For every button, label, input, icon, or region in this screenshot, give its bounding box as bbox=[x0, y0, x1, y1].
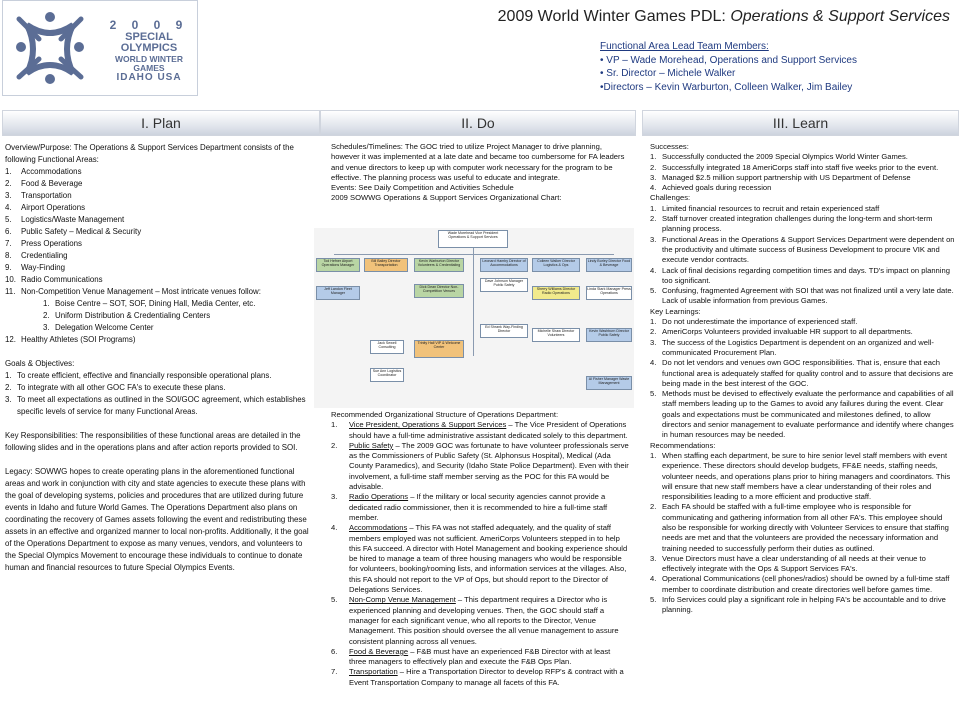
recommendation-body: – F&B must have an experienced F&B Director with at least three managers to effectively plan and execute the F&B Ops Plan. bbox=[349, 646, 611, 667]
recommendation-body: – The Vice President of Operations should have a full-time administrative assistant dedicated solely to this department. bbox=[349, 420, 628, 440]
list-number: 6. bbox=[331, 646, 338, 656]
org-box: Michelle Shaw Director Volunteers bbox=[532, 328, 580, 342]
org-box: Dick Dean Director Non-Competition Venues bbox=[414, 284, 464, 298]
section-header-learn: III. Learn bbox=[642, 110, 959, 136]
list-item bbox=[650, 173, 956, 183]
list-item bbox=[331, 595, 629, 646]
list-number: 2. bbox=[331, 440, 338, 450]
list-number: 5. bbox=[650, 286, 657, 296]
list-item bbox=[5, 286, 315, 298]
goals-list bbox=[5, 370, 315, 418]
list-item bbox=[5, 226, 315, 238]
list-text: The success of the Logistics Department is dependent on an organized and well-communicated Procurement Plan. bbox=[662, 337, 934, 357]
list-item bbox=[331, 441, 629, 492]
list-number: 11. bbox=[5, 287, 16, 296]
list-number: 7. bbox=[5, 239, 12, 248]
list-number: 4. bbox=[650, 265, 657, 275]
list-number: 1. bbox=[650, 203, 657, 213]
list-number: 1. bbox=[650, 152, 657, 162]
list-item bbox=[5, 238, 315, 250]
list-item bbox=[650, 152, 956, 162]
functional-area-list bbox=[5, 166, 315, 298]
list-text: Achieved goals during recession bbox=[662, 183, 772, 193]
org-box: Linda Stark Manager Press Operations bbox=[586, 286, 632, 300]
list-text bbox=[349, 420, 629, 441]
list-item bbox=[650, 327, 956, 337]
list-item bbox=[5, 214, 315, 226]
logo-line-world-winter-games: WORLD WINTER GAMES bbox=[115, 53, 183, 73]
list-text: To meet all expectations as outlined in the SOI/GOC agreement, which establishes specific levels of service for many Functional Areas. bbox=[17, 395, 306, 416]
venue-sublist bbox=[5, 298, 315, 334]
logo-year: 2 0 0 9 bbox=[109, 18, 189, 32]
list-number: 1. bbox=[5, 167, 12, 176]
list-number: 2. bbox=[650, 327, 657, 337]
list-text: Venue Directors must have a clear understanding of all needs at their venue to effectively integrate with the Ops & Support Services FA's. bbox=[662, 553, 926, 574]
list-text bbox=[349, 523, 629, 595]
org-box: Kevin Warburton Director Volunteers & Credentialing bbox=[414, 258, 464, 272]
do-column bbox=[331, 142, 629, 204]
overview-text: Overview/Purpose: The Operations & Support Services Department consists of the following Functional Areas: bbox=[5, 143, 294, 164]
list-item bbox=[650, 338, 956, 359]
list-number: 3. bbox=[650, 553, 657, 563]
list-text: Transportation bbox=[21, 191, 72, 200]
list-item bbox=[650, 317, 956, 327]
lead-member: •Directors – Kevin Warburton, Colleen Walker, Jim Bailey bbox=[600, 81, 853, 93]
events-text: Events: See Daily Competition and Activities Schedule bbox=[331, 183, 514, 193]
list-number: 3. bbox=[650, 234, 657, 244]
org-box: Tod Hefner Airport Operations Manager bbox=[316, 258, 360, 272]
successes-heading: Successes: bbox=[650, 142, 689, 151]
lead-member: • Sr. Director – Michele Walker bbox=[600, 68, 736, 79]
list-text: Public Safety – Medical & Security bbox=[21, 227, 142, 236]
list-number: 2. bbox=[5, 383, 12, 392]
org-box: Sherry Williams Director Radio Operations bbox=[532, 286, 580, 300]
section-header-plan: I. Plan bbox=[2, 110, 320, 136]
list-number: 3. bbox=[650, 172, 657, 182]
list-text: Do not underestimate the importance of experienced staff. bbox=[662, 317, 858, 327]
org-chart bbox=[314, 228, 634, 408]
plan-column bbox=[5, 142, 315, 574]
org-box: Al Fisher Manager Waste Management bbox=[586, 376, 632, 390]
list-item bbox=[331, 667, 629, 688]
key-responsibilities-text: Key Responsibilities: The responsibilities of these functional areas are detailed in the following slides and in the operations plans and after action reports provided to SOI. bbox=[5, 431, 301, 452]
page-title bbox=[300, 8, 950, 26]
recommendations-heading: Recommendations: bbox=[650, 440, 716, 450]
org-box: Jack Sewell Consulting bbox=[370, 340, 404, 354]
key-learnings-list bbox=[650, 317, 956, 441]
list-item bbox=[650, 574, 956, 595]
list-text: Food & Beverage bbox=[21, 179, 83, 188]
list-item bbox=[650, 502, 956, 553]
successes-list bbox=[650, 152, 956, 193]
legacy-text: Legacy: SOWWG hopes to create operating plans in the aforementioned functional areas and work in conjunction with city and state agencies to execute these plans with the goal of developing systems, policies and procedures that are utilized during future events in Idaho and future World Games. The Operations Department also plans on coordinating the recovery of Games assets following the event and redistributing these assets in an effective and organized manner to local non-profits. Additionally, it the goal of the Operations Department to expose as many venues, vendors, and volunteers to the Special Olympics Movement to encourage these individuals to continue to donate human and financial resources to future Special Olympics Events. bbox=[5, 467, 309, 572]
list-text: Info Services could play a significant role in helping FA's be accountable and to drive planning. bbox=[662, 595, 946, 615]
list-text: Limited financial resources to recruit and retain experienced staff bbox=[662, 203, 880, 213]
org-box: Lindy Burley Director Food & Beverage bbox=[586, 258, 632, 272]
page-title-italic: Operations & Support Services bbox=[730, 8, 950, 25]
list-number: 2. bbox=[650, 502, 657, 512]
list-number: 12. bbox=[5, 335, 16, 344]
list-item bbox=[43, 322, 315, 334]
list-number: 3. bbox=[650, 337, 657, 347]
org-box: Dave Johnson Manager Public Safety bbox=[480, 278, 528, 292]
challenges-list bbox=[650, 204, 956, 307]
list-number: 8. bbox=[5, 251, 12, 260]
list-item bbox=[5, 178, 315, 190]
list-text: AmeriCorps Volunteers provided invaluable HR support to all departments. bbox=[662, 327, 913, 337]
org-box: Trinity Hall VIP & Welcome Center bbox=[414, 340, 464, 358]
list-item bbox=[650, 204, 956, 214]
list-item bbox=[5, 274, 315, 286]
list-text: Operational Communications (cell phones/radios) should be owned by a full-time staff member to coordinate distribution and create directories well before games time. bbox=[662, 574, 950, 594]
logo-line-idaho: IDAHO USA bbox=[116, 71, 182, 83]
list-number: 3. bbox=[5, 395, 12, 404]
list-number: 5. bbox=[650, 389, 657, 399]
list-item bbox=[43, 298, 315, 310]
list-number: 2. bbox=[650, 162, 657, 172]
recommendation-title: Public Safety bbox=[349, 440, 394, 450]
list-text: When staffing each department, be sure to hire senior level staff members with event experience. These directors should develop budgets, FF&E needs, staffing needs, volunteer needs, and operations plans prior to hiring managers and coordinators. This will ensure that new staff members have a clear understanding of their roles and responsibilities leading to a more efficient and productive staff. bbox=[662, 450, 951, 502]
logo-wordmark bbox=[99, 19, 199, 83]
goals-heading: Goals & Objectives: bbox=[5, 359, 75, 368]
list-item bbox=[5, 394, 315, 418]
lead-member: • VP – Wade Morehead, Operations and Support Services bbox=[600, 54, 857, 66]
list-number: 1. bbox=[43, 299, 50, 308]
list-number: 5. bbox=[331, 595, 338, 605]
list-item bbox=[5, 262, 315, 274]
list-number: 4. bbox=[650, 183, 657, 193]
list-number: 4. bbox=[650, 358, 657, 368]
org-box: Bill Bailey Director Transportation bbox=[364, 258, 408, 272]
list-number: 9. bbox=[5, 263, 12, 272]
recommendation-body: – The 2009 GOC was fortunate to have volunteer professionals serve as the Commissioners of Public Safety (St. Alphonsus Hospital), Medical (Ada County Paramedics), and Security (Idaho State Police Department). Even with their involvement, a full-time staff member serving as the POC for this FA would be advisable. bbox=[349, 440, 629, 492]
list-number: 3. bbox=[331, 492, 338, 502]
do-recommendations bbox=[331, 410, 629, 688]
recommendations-list bbox=[331, 420, 629, 688]
lead-team-members bbox=[600, 40, 950, 94]
learn-recommendations-list bbox=[650, 451, 956, 616]
list-number: 1. bbox=[5, 371, 12, 380]
list-number: 2. bbox=[650, 214, 657, 224]
list-text: Logistics/Waste Management bbox=[21, 215, 125, 224]
list-text bbox=[349, 647, 629, 668]
list-item bbox=[650, 266, 956, 287]
org-box-top: Wade Morehead Vice President Operations & Support Services bbox=[438, 230, 508, 248]
list-text: Non-Competition Venue Management – Most intricate venues follow: bbox=[21, 287, 261, 296]
list-item bbox=[331, 420, 629, 441]
list-text: Confusing, fragmented Agreement with SOI that was not finalized until a very late date. Lack of usable information from previous Games. bbox=[662, 286, 954, 306]
list-number: 10. bbox=[5, 275, 16, 284]
list-number: 5. bbox=[650, 595, 657, 605]
list-text: Airport Operations bbox=[21, 203, 86, 212]
recommendation-title: Non-Comp Venue Management bbox=[349, 595, 456, 605]
logo-line-special-olympics: SPECIAL OLYMPICS bbox=[120, 30, 178, 55]
special-olympics-logo-icon bbox=[9, 7, 91, 91]
list-item bbox=[650, 163, 956, 173]
recommendation-title: Radio Operations bbox=[349, 492, 409, 502]
list-number: 1. bbox=[650, 450, 657, 460]
list-text: Do not let vendors and venues own GOC responsibilities. That is, ensure that each functional area is adequately staffed for quality control and to assure that decisions are being made in the best interest of the GOC. bbox=[662, 358, 954, 388]
list-item bbox=[5, 370, 315, 382]
list-number: 4. bbox=[331, 523, 338, 533]
list-number: 3. bbox=[5, 191, 12, 200]
list-number: 7. bbox=[331, 667, 338, 677]
org-box: Kevin Washburn Director Public Safety bbox=[586, 328, 632, 342]
list-text: Credentialing bbox=[21, 251, 68, 260]
list-text: Delegation Welcome Center bbox=[55, 323, 154, 332]
list-text: Healthy Athletes (SOI Programs) bbox=[21, 335, 136, 344]
list-number: 4. bbox=[5, 203, 12, 212]
org-box: Leonard Hamby Director of Accommodations bbox=[480, 258, 528, 272]
list-number: 4. bbox=[650, 574, 657, 584]
list-text: Each FA should be staffed with a full-time employee who is responsible for communicating and gathering information from all other FA's. This employee should also be responsible for working directly with Volunteer Services to ensure that staffing needs are met and that the volunteers are provided the necessary information and training needed to successfully perform their duties as outlined. bbox=[662, 502, 949, 553]
list-text: To integrate with all other GOC FA's to execute these plans. bbox=[17, 383, 226, 392]
list-number: 6. bbox=[5, 227, 12, 236]
page-title-plain: 2009 World Winter Games PDL: bbox=[497, 8, 731, 25]
list-item bbox=[331, 647, 629, 668]
recommendation-body: – If the military or local security agencies cannot provide a dedicated radio commissioner, then it is recommended to hire a full-time staff member. bbox=[349, 492, 608, 522]
recommendation-body: – This FA was not staffed adequately, and the quality of staff members employed was not sufficient. AmeriCorps Volunteers stepped in to help this FA succeed. A director with Hotel Management and booking experience should be hired to manage a team of three housing managers who would be responsible for volunteers, booking/rooming lists, and information services at the villages. Also, this FA should not report to the VP of Ops, but should report to the Director of Delegations Services. bbox=[349, 523, 628, 595]
list-text: Accommodations bbox=[21, 167, 82, 176]
recommendations-heading: Recommended Organizational Structure of Operations Department: bbox=[331, 410, 559, 419]
challenges-heading: Challenges: bbox=[650, 193, 691, 203]
list-item bbox=[43, 310, 315, 322]
list-text: Successfully integrated 18 AmeriCorps staff into staff five weeks prior to the event. bbox=[662, 162, 939, 172]
list-text: Functional Areas in the Operations & Support Services Department were dependent on the productivity and ultimate success of Business Development to procure VIK and execute vendor contracts. bbox=[662, 234, 955, 265]
lead-team-heading: Functional Area Lead Team Members: bbox=[600, 41, 769, 52]
key-learnings-heading: Key Learnings: bbox=[650, 306, 701, 316]
list-number: 3. bbox=[43, 323, 50, 332]
list-text: To create efficient, effective and financially responsible operational plans. bbox=[17, 371, 272, 380]
recommendation-title: Food & Beverage bbox=[349, 646, 409, 656]
list-text: Staff turnover created integration challenges during the long-term and short-term planning process. bbox=[662, 214, 933, 234]
list-item bbox=[5, 190, 315, 202]
list-text: Successfully conducted the 2009 Special Olympics World Winter Games. bbox=[662, 152, 908, 162]
list-item bbox=[650, 554, 956, 575]
list-text bbox=[349, 595, 629, 646]
list-text: Press Operations bbox=[21, 239, 82, 248]
logo-panel bbox=[2, 0, 198, 96]
list-text bbox=[349, 492, 629, 523]
list-number: 1. bbox=[650, 317, 657, 327]
list-number: 2. bbox=[43, 311, 50, 320]
list-item bbox=[650, 235, 956, 266]
list-item bbox=[5, 202, 315, 214]
list-item bbox=[650, 183, 956, 193]
list-text: Way-Finding bbox=[21, 263, 65, 272]
learn-column bbox=[650, 142, 956, 616]
list-item bbox=[331, 523, 629, 595]
org-chart-caption: 2009 SOWWG Operations & Support Services Organizational Chart: bbox=[331, 193, 562, 203]
list-item bbox=[5, 382, 315, 394]
list-text: Radio Communications bbox=[21, 275, 103, 284]
recommendation-title: Accommodations bbox=[349, 523, 408, 533]
list-item bbox=[650, 214, 956, 235]
org-box: Ed Shrank Way-Finding Director bbox=[480, 324, 528, 338]
list-number: 5. bbox=[5, 215, 12, 224]
list-text: Boise Centre – SOT, SOF, Dining Hall, Media Center, etc. bbox=[55, 299, 256, 308]
list-text: Uniform Distribution & Credentialing Centers bbox=[55, 311, 211, 320]
recommendation-body: – This department requires a Director who is experienced planning and developing venues. Then, the GOC should staff a manager for each significant venue, who all reports to the Director, Venue Management. This position should oversee the all venue management to assure consistent planning across all venues. bbox=[349, 595, 619, 646]
list-number: 1. bbox=[331, 420, 338, 430]
list-item bbox=[5, 250, 315, 262]
org-box: Colleen Walker Director Logistics & Ops bbox=[532, 258, 580, 272]
list-item bbox=[650, 286, 956, 307]
list-item bbox=[650, 451, 956, 502]
org-box: Sue Ann Logistics Coordinator bbox=[370, 368, 404, 382]
org-box: Jeff Landon Fleet Manager bbox=[316, 286, 360, 300]
section-header-do: II. Do bbox=[320, 110, 636, 136]
list-text bbox=[349, 667, 629, 688]
list-number: 2. bbox=[5, 179, 12, 188]
list-item bbox=[331, 492, 629, 523]
list-item bbox=[650, 358, 956, 389]
list-text bbox=[349, 441, 629, 492]
list-text: Lack of final decisions regarding competition times and days. TD's impact on planning too significant. bbox=[662, 265, 950, 285]
recommendation-body: – Hire a Transportation Director to develop RFP's & contract with a Event Transportation Company to manage all facets of this FA. bbox=[349, 667, 624, 687]
schedules-text: Schedules/Timelines: The GOC tried to utilize Project Manager to drive planning, however it was implemented at a late date and became too cumbersome for FA leaders and venue directors to keep up with computer work necessary for the program to be effective. The planning process was useful to educate and integrate. bbox=[331, 142, 625, 182]
list-item bbox=[650, 595, 956, 616]
list-item bbox=[5, 334, 315, 346]
list-text: Managed $2.5 million support partnership with US Department of Defense bbox=[662, 172, 911, 182]
list-item bbox=[650, 389, 956, 440]
list-item bbox=[5, 166, 315, 178]
list-text: Methods must be devised to effectively evaluate the performance and capabilities of all staff members leading up to the Games to avoid any failures during the event. Clear goals and expectations must be communicated and milestones defined, to allow directors and senior management to evaluate performance and identify where changes in human resources may be needed. bbox=[662, 389, 954, 440]
recommendation-title: Vice President, Operations & Support Services bbox=[349, 420, 507, 430]
recommendation-title: Transportation bbox=[349, 667, 398, 677]
